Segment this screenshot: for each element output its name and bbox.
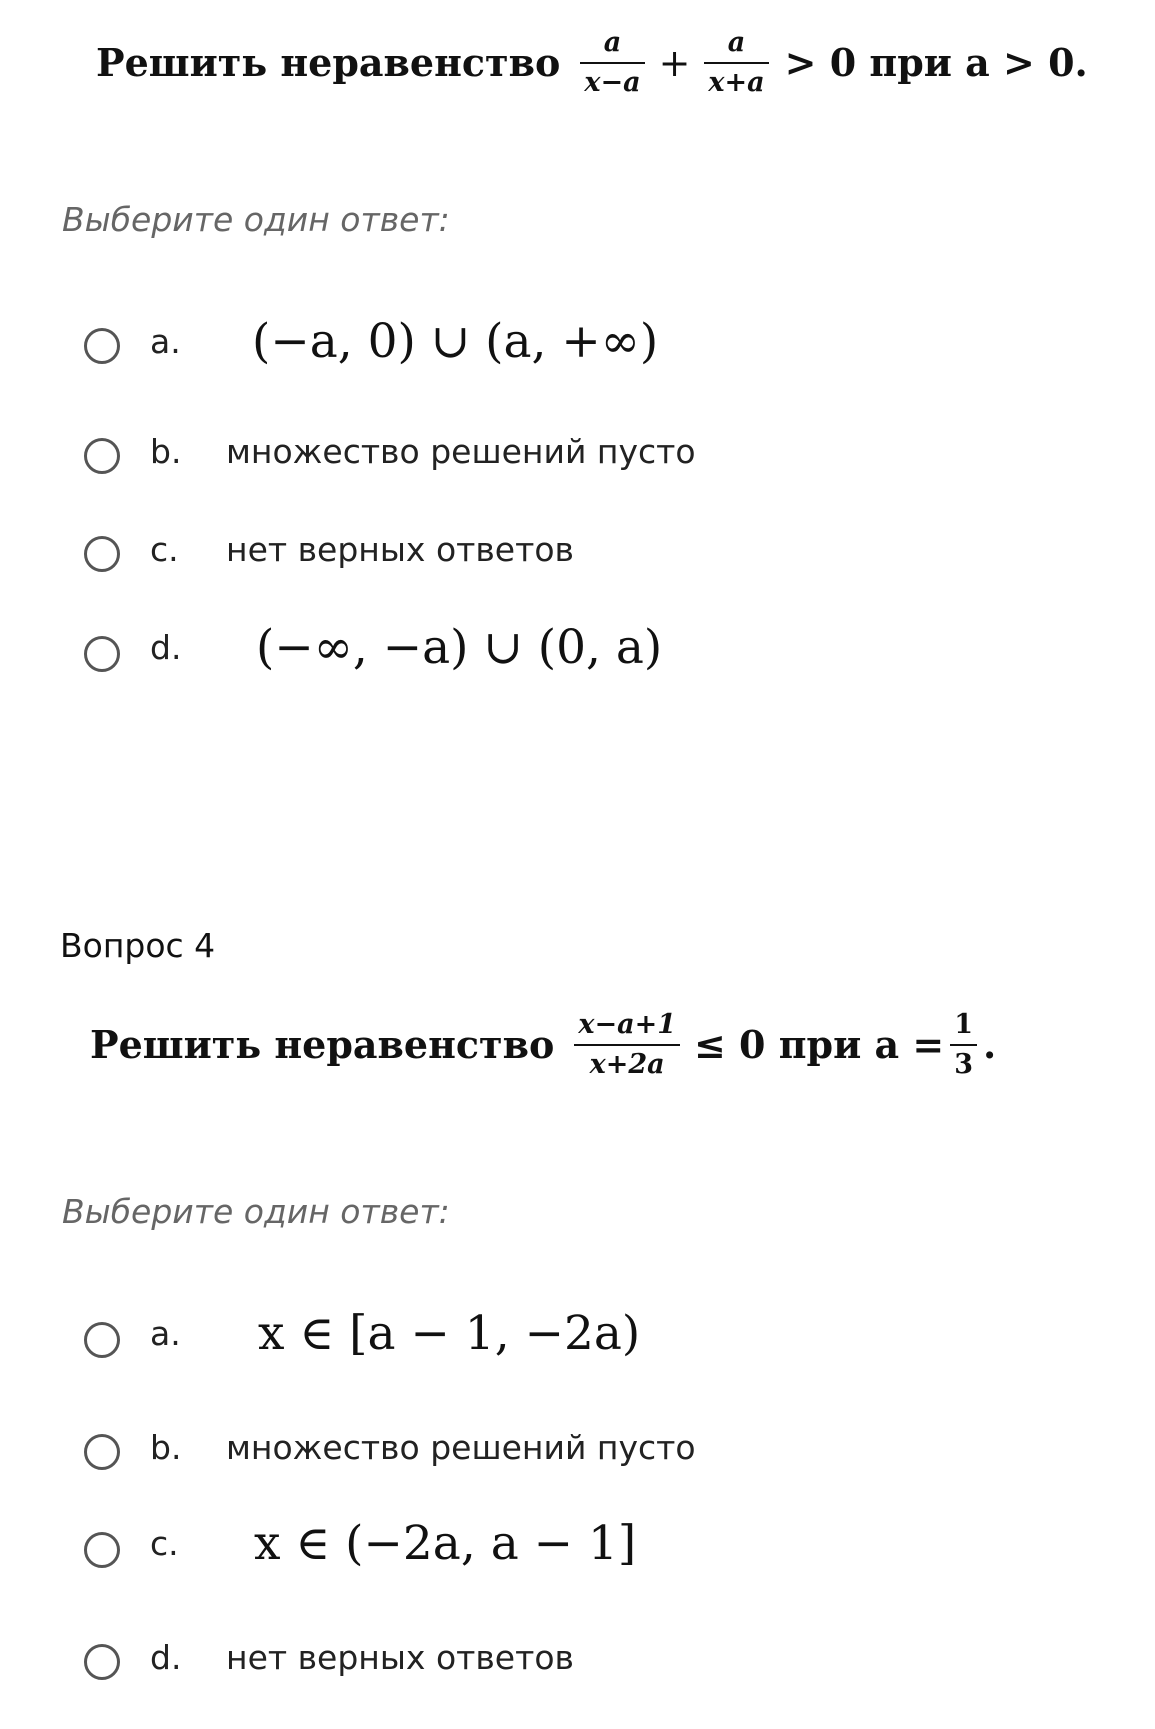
fraction-main: [574, 1010, 680, 1079]
fraction-2-numerator: a: [727, 27, 746, 59]
fraction-1-denominator: x−a: [584, 67, 641, 98]
fraction-value: [950, 1010, 977, 1079]
option-a-letter: a.: [150, 1314, 181, 1353]
option-a-text[interactable]: (−a, 0) ∪ (a, +∞): [252, 314, 659, 369]
option-d-radio[interactable]: [84, 1644, 120, 1680]
fraction-bar: [574, 1044, 680, 1046]
option-c-radio[interactable]: [84, 1532, 120, 1568]
option-a-letter: a.: [150, 322, 181, 361]
option-c-text[interactable]: x ∈ (−2a, a − 1]: [254, 1516, 637, 1571]
fraction-bar: [704, 62, 768, 64]
fraction-1: [580, 28, 644, 97]
question-4-statement: [90, 990, 996, 1100]
option-a-radio[interactable]: [84, 1322, 120, 1358]
option-b-letter: b.: [150, 1428, 182, 1467]
option-d-letter: d.: [150, 1638, 182, 1677]
option-d-radio[interactable]: [84, 636, 120, 672]
option-d-letter: d.: [150, 628, 182, 667]
value-denominator: 3: [954, 1049, 974, 1080]
fraction-numerator: x−a+1: [578, 1009, 676, 1041]
option-b-text[interactable]: множество решений пусто: [226, 1428, 696, 1467]
statement-text: Решить неравенство: [96, 40, 561, 85]
value-numerator: 1: [954, 1009, 974, 1041]
fraction-2: [704, 28, 768, 97]
fraction-2-denominator: x+a: [708, 67, 765, 98]
fraction-1-numerator: a: [603, 27, 622, 59]
answer-prompt: Выберите один ответ:: [62, 200, 450, 239]
fraction-denominator: x+2a: [589, 1049, 665, 1080]
option-b-letter: b.: [150, 432, 182, 471]
option-d-text[interactable]: нет верных ответов: [226, 1638, 574, 1677]
option-a-text[interactable]: x ∈ [a − 1, −2a): [258, 1306, 641, 1361]
option-c-radio[interactable]: [84, 536, 120, 572]
option-a-radio[interactable]: [84, 328, 120, 364]
option-c-letter: c.: [150, 1524, 179, 1563]
option-c-text[interactable]: нет верных ответов: [226, 530, 574, 569]
question-number: Вопрос 4: [60, 926, 216, 965]
question-3-statement: [96, 18, 1088, 108]
option-b-text[interactable]: множество решений пусто: [226, 432, 696, 471]
statement-middle: ≤ 0 при a =: [693, 1022, 945, 1067]
fraction-bar: [950, 1044, 977, 1046]
option-d-text[interactable]: (−∞, −a) ∪ (0, a): [256, 620, 663, 675]
fraction-bar: [580, 62, 644, 64]
answer-prompt: Выберите один ответ:: [62, 1192, 450, 1231]
statement-text: Решить неравенство: [90, 1022, 555, 1067]
option-c-letter: c.: [150, 530, 179, 569]
statement-tail: > 0 при a > 0.: [784, 40, 1088, 85]
option-b-radio[interactable]: [84, 438, 120, 474]
plus-sign: +: [658, 41, 691, 85]
option-b-radio[interactable]: [84, 1434, 120, 1470]
statement-end: .: [983, 1022, 997, 1067]
